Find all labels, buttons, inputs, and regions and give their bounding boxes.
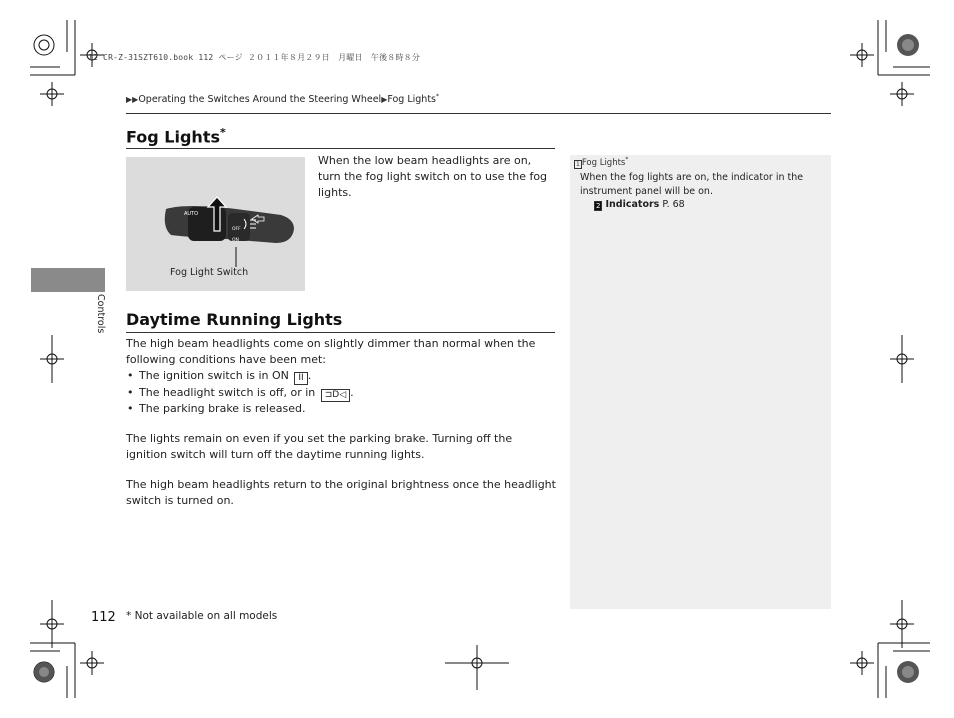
drl-conditions-list bbox=[126, 368, 556, 418]
breadcrumb-arrows: ▶▶ bbox=[126, 95, 139, 105]
reference-link[interactable]: Indicators bbox=[605, 199, 660, 210]
fog-description: When the low beam headlights are on, turn the fog light switch on to use the fog lights. bbox=[318, 154, 548, 199]
fog-title-text: Fog Lights bbox=[126, 127, 220, 147]
sidebar-note-text: When the fog lights are on, the indicator in the instrument panel will be on. bbox=[580, 172, 804, 197]
fog-title-rule bbox=[126, 148, 555, 149]
list-item: • The ignition switch is in ON II . bbox=[126, 368, 556, 385]
breadcrumb-asterisk: * bbox=[436, 93, 439, 100]
sidebar-note-panel bbox=[570, 155, 831, 609]
breadcrumb-section[interactable]: Operating the Switches Around the Steering Wheel bbox=[138, 94, 382, 106]
breadcrumb bbox=[126, 93, 439, 105]
fog-title-asterisk: * bbox=[220, 126, 226, 139]
sidebar-reference[interactable]: 2 Indicators P. 68 bbox=[596, 199, 685, 210]
page-number: 112 bbox=[91, 610, 116, 625]
list-item: • The parking brake is released. bbox=[126, 401, 556, 418]
breadcrumb-separator: ▶ bbox=[381, 95, 388, 105]
chapter-tab bbox=[31, 268, 105, 292]
parking-light-icon: ⊐D◁ bbox=[321, 389, 350, 402]
fog-lights-title bbox=[126, 126, 226, 146]
sidebar-note-heading: 1 Fog Lights* bbox=[576, 156, 629, 168]
drl-intro: The high beam headlights come on slightly dimmer than normal when the following conditions have been met: bbox=[126, 337, 536, 366]
breadcrumb-current: Fog Lights bbox=[387, 94, 436, 106]
image-caption: Fog Light Switch bbox=[170, 267, 249, 278]
drl-title: Daytime Running Lights bbox=[126, 310, 343, 329]
drl-title-rule bbox=[126, 332, 555, 333]
chapter-label: Controls bbox=[95, 294, 106, 334]
list-item: • The headlight switch is off, or in ⊐D◁ . bbox=[126, 385, 556, 402]
drl-paragraph-3: The high beam headlights return to the original brightness once the headlight switch is turned on. bbox=[126, 478, 556, 507]
switch-label-off: OFF bbox=[232, 227, 241, 232]
note-number-icon: 1 bbox=[576, 160, 580, 168]
top-rule bbox=[126, 113, 831, 114]
ignition-on-icon: II bbox=[294, 372, 307, 385]
drl-paragraph-2: The lights remain on even if you set the parking brake. Turning off the ignition switch will turn off the daytime running lights. bbox=[126, 432, 513, 461]
switch-label-auto: AUTO bbox=[184, 211, 199, 217]
reference-arrow-icon: 2 bbox=[596, 202, 601, 210]
switch-label-on: ON bbox=[232, 238, 239, 243]
footnote: * Not available on all models bbox=[126, 610, 278, 622]
printer-line: 12 CR-Z-31SZT610.book 112 ページ ２０１１年８月２９日 月曜日 午後８時８分 bbox=[88, 53, 421, 62]
